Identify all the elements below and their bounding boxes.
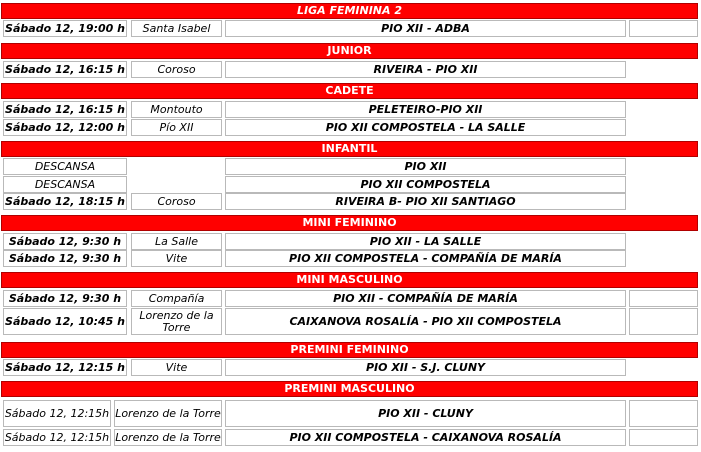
section-header: INFANTIL — [1, 141, 698, 157]
match-time: Sábado 12, 16:15 h — [3, 61, 127, 78]
match-teams: PIO XII - LA SALLE — [225, 233, 626, 250]
result-cell — [629, 20, 698, 37]
match-venue: Coroso — [131, 193, 222, 210]
match-teams: PIO XII COMPOSTELA - CAIXANOVA ROSALÍA — [225, 429, 626, 446]
match-teams: PIO XII - COMPAÑÍA DE MARÍA — [225, 290, 626, 307]
match-teams: PIO XII - CLUNY — [225, 400, 626, 427]
match-time: DESCANSA — [3, 158, 127, 175]
match-teams: RIVEIRA B- PIO XII SANTIAGO — [225, 193, 626, 210]
match-teams: PIO XII COMPOSTELA - LA SALLE — [225, 119, 626, 136]
match-venue: Vite — [131, 250, 222, 267]
match-teams: PIO XII COMPOSTELA — [225, 176, 626, 193]
section-header: LIGA FEMININA 2 — [1, 3, 698, 19]
match-teams: PIO XII COMPOSTELA - COMPAÑÍA DE MARÍA — [225, 250, 626, 267]
match-time: Sábado 12, 12:15 h — [3, 359, 127, 376]
match-time: Sábado 12, 12:00 h — [3, 119, 127, 136]
section-header: CADETE — [1, 83, 698, 99]
match-venue: Pío XII — [131, 119, 222, 136]
match-time: Sábado 12, 9:30 h — [3, 233, 127, 250]
section-header: PREMINI MASCULINO — [1, 381, 698, 397]
match-time: Sábado 12, 19:00 h — [3, 20, 127, 37]
match-venue: Lorenzo de la Torre — [114, 400, 222, 427]
result-cell — [629, 429, 698, 446]
section-header: MINI FEMININO — [1, 215, 698, 231]
section-header: MINI MASCULINO — [1, 272, 698, 288]
match-time: Sábado 12, 10:45 h — [3, 308, 127, 335]
match-venue: La Salle — [131, 233, 222, 250]
match-venue: Santa Isabel — [131, 20, 222, 37]
match-time: DESCANSA — [3, 176, 127, 193]
result-cell — [629, 290, 698, 307]
result-cell — [629, 400, 698, 427]
match-teams: CAIXANOVA ROSALÍA - PIO XII COMPOSTELA — [225, 308, 626, 335]
match-venue: Coroso — [131, 61, 222, 78]
match-teams: PIO XII - S.J. CLUNY — [225, 359, 626, 376]
match-time: Sábado 12, 16:15 h — [3, 101, 127, 118]
match-time: Sábado 12, 18:15 h — [3, 193, 127, 210]
match-venue: Lorenzo de la Torre — [131, 308, 222, 335]
match-time: Sábado 12, 12:15h — [3, 429, 111, 446]
match-time: Sábado 12, 12:15h — [3, 400, 111, 427]
match-time: Sábado 12, 9:30 h — [3, 250, 127, 267]
match-teams: PELETEIRO-PIO XII — [225, 101, 626, 118]
section-header: JUNIOR — [1, 43, 698, 59]
match-teams: PIO XII — [225, 158, 626, 175]
result-cell — [629, 308, 698, 335]
match-venue: Montouto — [131, 101, 222, 118]
match-venue: Vite — [131, 359, 222, 376]
match-teams: RIVEIRA - PIO XII — [225, 61, 626, 78]
match-venue: Lorenzo de la Torre — [114, 429, 222, 446]
match-venue: Compañía — [131, 290, 222, 307]
match-time: Sábado 12, 9:30 h — [3, 290, 127, 307]
section-header: PREMINI FEMININO — [1, 342, 698, 358]
match-teams: PIO XII - ADBA — [225, 20, 626, 37]
